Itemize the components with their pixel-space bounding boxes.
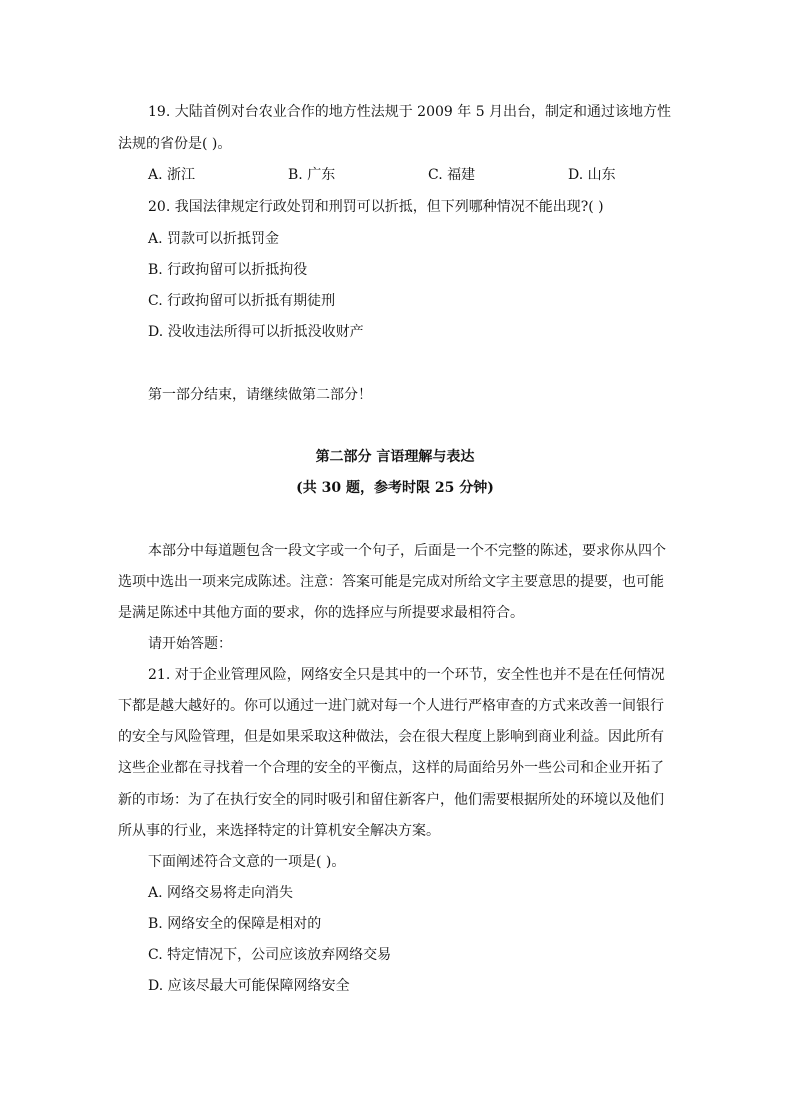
q19-option-a: A. 浙江 — [148, 167, 196, 183]
q21-prompt: 下面阐述符合文意的一项是( )。 — [148, 854, 346, 870]
q21-passage-line2: 下都是越大越好的。你可以通过一进门就对每一个人进行严格审查的方式来改善一间银行 — [118, 698, 664, 714]
q20-option-a: A. 罚款可以折抵罚金 — [148, 231, 280, 247]
start-answering: 请开始答题： — [148, 636, 232, 652]
q19-option-d: D. 山东 — [568, 167, 616, 183]
q20-stem: 20. 我国法律规定行政处罚和刑罚可以折抵，但下列哪种情况不能出现?( ) — [148, 199, 604, 215]
q19-stem-line1: 19. 大陆首例对台农业合作的地方性法规于 2009 年 5 月出台，制定和通过该地方性 — [148, 104, 672, 120]
q21-passage-line1: 21. 对于企业管理风险，网络安全只是其中的一个环节，安全性也并不是在任何情况 — [148, 667, 665, 683]
q21-passage-line6: 所从事的行业，来选择特定的计算机安全解决方案。 — [118, 823, 440, 839]
q21-option-a: A. 网络交易将走向消失 — [148, 885, 294, 901]
q20-option-b: B. 行政拘留可以折抵拘役 — [148, 262, 308, 278]
q21-option-d: D. 应该尽最大可能保障网络安全 — [148, 978, 350, 994]
instructions-line1: 本部分中每道题包含一段文字或一个句子，后面是一个不完整的陈述，要求你从四个 — [148, 543, 666, 559]
q21-passage-line3: 的安全与风险管理，但是如果采取这种做法，会在很大程度上影响到商业利益。因此所有 — [118, 729, 664, 745]
part2-title: 第二部分 言语理解与表达 — [315, 449, 475, 465]
q21-option-b: B. 网络安全的保障是相对的 — [148, 916, 322, 932]
q21-option-c: C. 特定情况下，公司应该放弃网络交易 — [148, 947, 392, 963]
instructions-line3: 是满足陈述中其他方面的要求，你的选择应与所提要求最相符合。 — [118, 605, 524, 621]
part1-end-note: 第一部分结束，请继续做第二部分！ — [148, 387, 372, 403]
part2-subtitle: (共 30 题，参考时限 25 分钟) — [296, 480, 494, 496]
q19-option-b: B. 广东 — [288, 167, 336, 183]
q21-passage-line5: 新的市场：为了在执行安全的同时吸引和留住新客户，他们需要根据所处的环境以及他们 — [118, 792, 664, 808]
q19-stem-line2: 法规的省份是( )。 — [118, 136, 232, 152]
q20-option-c: C. 行政拘留可以折抵有期徒刑 — [148, 293, 336, 309]
q21-passage-line4: 这些企业都在寻找着一个合理的安全的平衡点，这样的局面给另外一些公司和企业开拓了 — [118, 760, 664, 776]
q20-option-d: D. 没收违法所得可以折抵没收财产 — [148, 324, 364, 340]
q19-option-c: C. 福建 — [428, 167, 476, 183]
instructions-line2: 选项中选出一项来完成陈述。注意：答案可能是完成对所给文字主要意思的提要，也可能 — [118, 574, 664, 590]
